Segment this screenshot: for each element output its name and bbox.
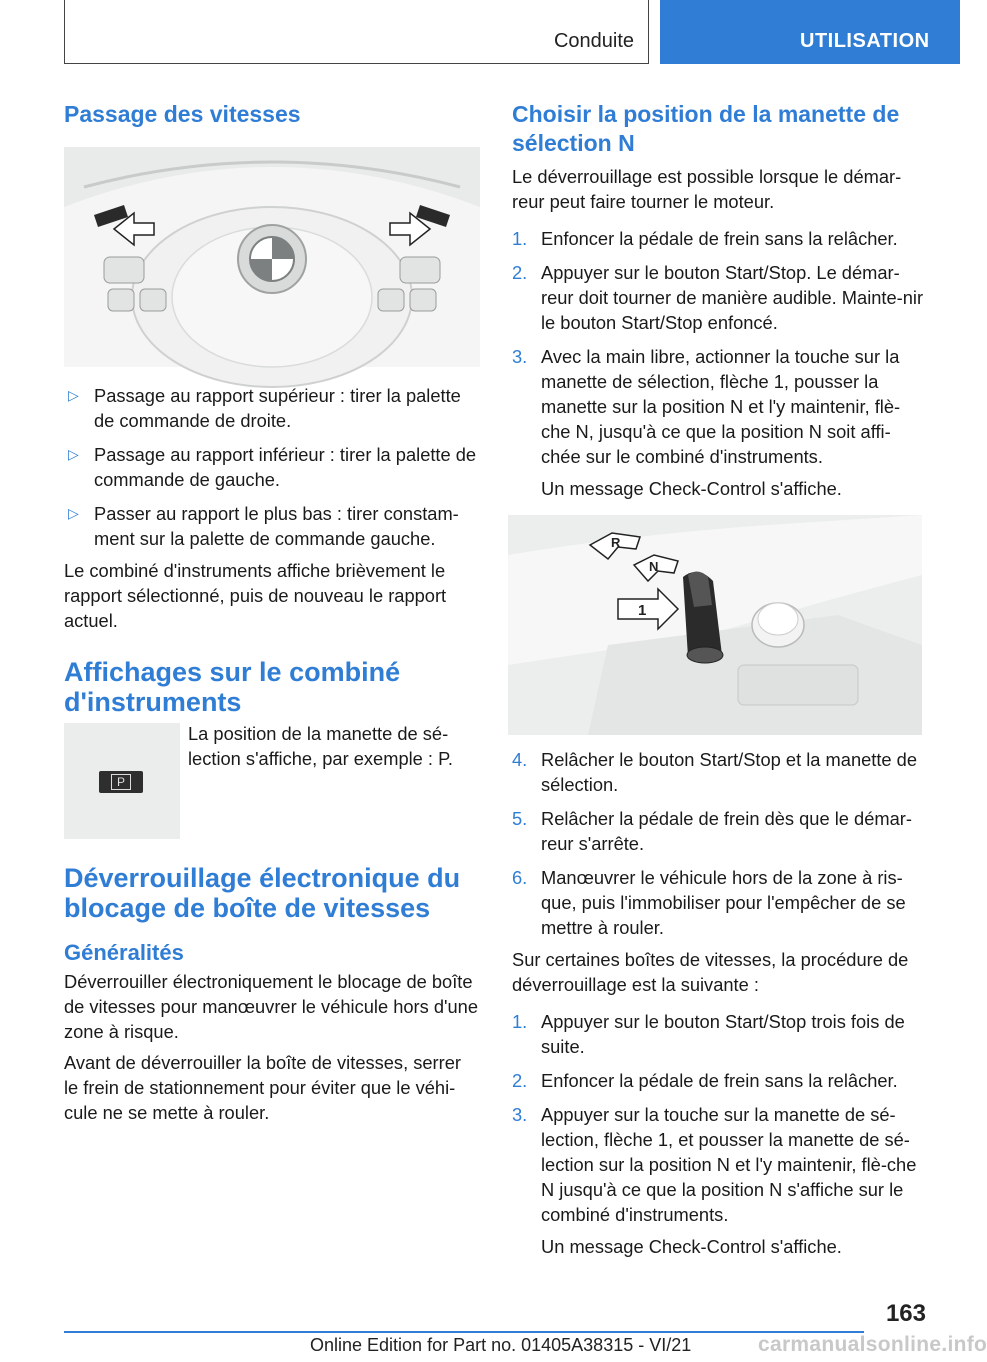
list-item: ▷ Passage au rapport supérieur : tirer la palette de commande de droite. <box>68 385 461 431</box>
list-item: 4. Relâcher le bouton Start/Stop et la manette de sélection. <box>512 749 918 795</box>
triangle-bullet-icon: ▷ <box>68 446 79 462</box>
selector-label-1: 1 <box>638 602 647 619</box>
header-section: UTILISATION <box>800 30 930 52</box>
list-item: 5. Relâcher la pédale de frein dès que le démar-reur s'arrête. <box>512 808 912 854</box>
selector-label-n: N <box>649 559 659 574</box>
display-title: Affichages sur le combiné d'instruments <box>64 657 401 717</box>
list-item: 2. Enfoncer la pédale de frein sans la relâcher. <box>512 1070 898 1091</box>
display-text: La position de la manette de sé-lection s'affiche, par exemple : P. <box>188 723 453 769</box>
steps-list-a <box>512 226 924 501</box>
footer-divider <box>64 1331 864 1333</box>
steps-list-b <box>512 747 924 940</box>
n-intro: Le déverrouillage est possible lorsque le démar-reur peut faire tourner le moteur. <box>512 166 902 212</box>
gear-shift-title: Passage des vitesses <box>64 101 301 127</box>
display-icon-figure <box>64 723 180 839</box>
triangle-bullet-icon: ▷ <box>68 505 79 521</box>
page-number: 163 <box>885 1300 926 1327</box>
gear-bullet-list <box>64 383 480 551</box>
list-item: 2. Appuyer sur le bouton Start/Stop. Le démar-reur doit tourner de manière audible. Mainte-nir le bouton Start/Stop enfoncé. <box>512 262 924 333</box>
triangle-bullet-icon: ▷ <box>68 387 79 403</box>
steering-wheel-figure <box>64 147 480 367</box>
list-item: 3. Avec la main libre, actionner la touche sur la manette de sélection, flèche 1, pousser la manette sur la position N et l'y maintenir, flè-che N, jusqu'à ce que la position N soit affi-chée sur le combiné d'instruments. Un message Check-Control s'affiche. <box>512 346 901 499</box>
footer-watermark: carmanualsonline.info <box>758 1333 987 1356</box>
list-item: ▷ Passer au rapport le plus bas : tirer constam-ment sur la palette de commande gauche. <box>68 503 459 549</box>
list-item: 6. Manœuvrer le véhicule hors de la zone à ris-que, puis l'immobiliser pour l'empêcher de se mettre à rouler. <box>512 867 906 938</box>
header-chapter-box <box>64 0 649 64</box>
right-column <box>512 100 924 1268</box>
header-section-tab <box>660 0 960 64</box>
general-para-1: Déverrouiller électroniquement le blocage de boîte de vitesses pour manœuvrer le véhicule hors d'une zone à risque. <box>64 971 479 1042</box>
unlock-title: Déverrouillage électronique du blocage de boîte de vitesses <box>64 863 461 923</box>
selector-label-r: R <box>611 535 621 550</box>
list-item: ▷ Passage au rapport inférieur : tirer la palette de commande de gauche. <box>68 444 477 490</box>
selector-lever-figure <box>508 515 922 735</box>
left-column <box>64 100 480 1125</box>
alt-intro: Sur certaines boîtes de vitesses, la procédure de déverrouillage est la suivante : <box>512 949 909 995</box>
general-title: Généralités <box>64 940 184 965</box>
list-item: 1. Appuyer sur le bouton Start/Stop trois fois de suite. <box>512 1011 905 1057</box>
footer-edition: Online Edition for Part no. 01405A38315 - VI/21 <box>310 1335 692 1355</box>
general-para-2: Avant de déverrouiller la boîte de vitesses, serrer le frein de stationnement pour éviter que le véhi-cule ne se mette à rouler. <box>64 1052 461 1123</box>
list-item: 1. Enfoncer la pédale de frein sans la relâcher. <box>512 228 898 249</box>
p-indicator-icon: P <box>99 771 143 793</box>
n-position-title: Choisir la position de la manette de sélection N <box>512 101 900 156</box>
gear-paragraph: Le combiné d'instruments affiche brièvement le rapport sélectionné, puis de nouveau le rapport actuel. <box>64 560 447 631</box>
steps-list-c <box>512 1009 924 1259</box>
header-chapter: Conduite <box>553 30 634 52</box>
list-item: 3. Appuyer sur la touche sur la manette de sé-lection, flèche 1, et pousser la manette de sé-lection sur la position N et l'y maintenir, flè-che N jusqu'à ce que la position N s'affiche sur le combiné d'instruments. Un message Check-Control s'affiche. <box>512 1104 917 1257</box>
